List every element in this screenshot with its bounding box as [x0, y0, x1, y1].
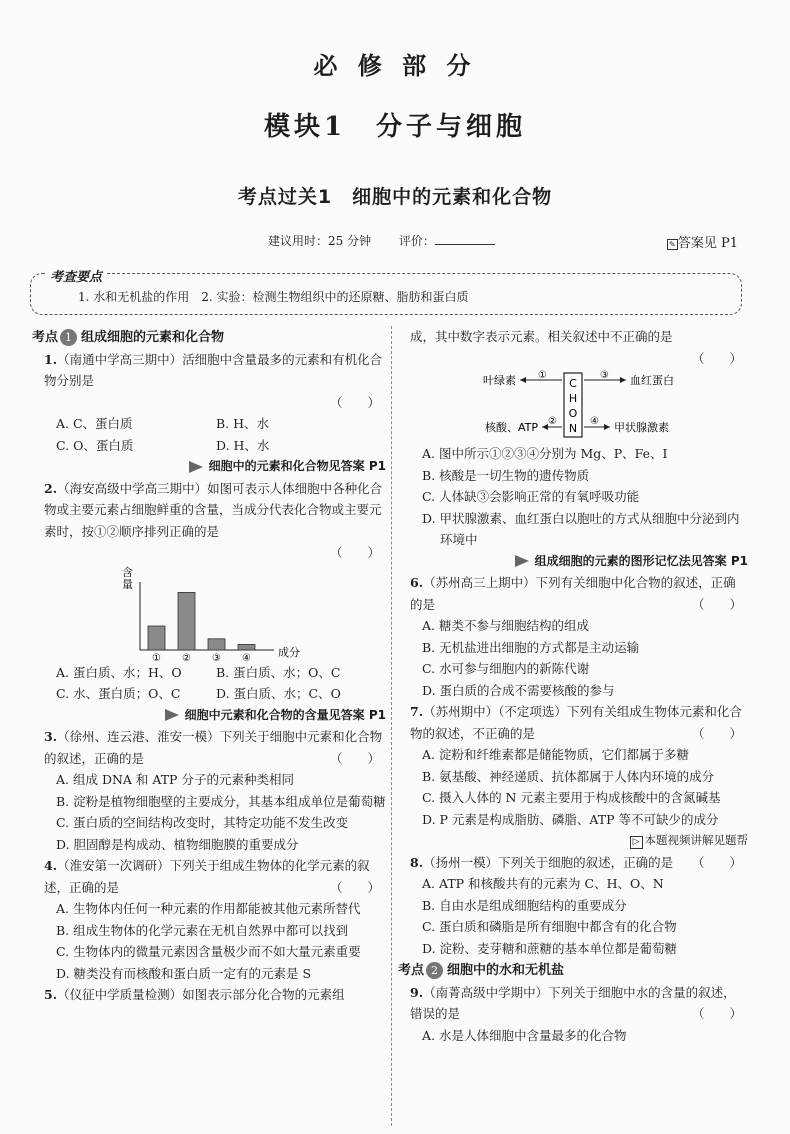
q3-option-b: B. 淀粉是植物细胞壁的主要成分，其基本组成单位是葡萄糖 [56, 793, 386, 809]
question-7: 7.（苏州期中）（不定项选）下列有关组成生物体元素和化合物的叙述，不正确的是 （ ） [410, 704, 742, 741]
module-title: 模块1 分子与细胞 [263, 112, 527, 142]
q7-option-b: B. 氨基酸、神经递质、抗体都属于人体内环境的成分 [422, 768, 715, 784]
bar-4 [238, 644, 255, 650]
arrowhead-1 [520, 377, 526, 383]
q4-option-c: C. 生物体内的微量元素因含量极少而不如大量元素重要 [56, 944, 361, 959]
q8-option-a: A. ATP 和核酸共有的元素为 C、H、O、N [422, 876, 664, 891]
link-3[interactable]: 组成细胞的元素的图形记忆法见答案 P1 [398, 551, 748, 573]
q8-option-d: D. 淀粉、麦芽糖和蔗糖的基本单位都是葡萄糖 [422, 940, 678, 956]
q5-option-d: D. 甲状腺激素、血红蛋白以胞吐的方式从细胞中分泌到内环境中 [422, 510, 740, 547]
bar-1 [148, 626, 165, 650]
section-2-num: 2 [426, 962, 443, 979]
question-5-cont: 成，其中数字表示元素。相关叙述中不正确的是 （ ） [410, 329, 742, 366]
time-eval [268, 232, 495, 249]
q5-option-a: A. 图中所示①②③④分别为 Mg、P、Fe、I [422, 446, 668, 461]
q8-option-c: C. 蛋白质和磷脂是所有细胞中都含有的化合物 [422, 919, 677, 934]
bar-2 [178, 592, 195, 650]
element-h: H [568, 392, 578, 405]
question-9: 9.（南菁高级中学期中）下列关于细胞中水的含量的叙述，错误的是 （ ） [410, 984, 742, 1021]
element-c: C [569, 377, 577, 390]
q1-options-ab: A. C、蛋白质 B. H、水 [56, 416, 270, 431]
tick-label-2: ② [182, 652, 191, 662]
column-divider [391, 326, 392, 1126]
arrowhead-3 [620, 377, 626, 383]
section-1-heading: 考点 1 组成细胞的元素和化合物 [32, 330, 225, 345]
question-5: 5.（仪征中学质量检测）如图表示部分化合物的元素组 [44, 987, 345, 1002]
left-column [32, 326, 386, 1006]
time-label: 建议用时：25 分钟 [268, 234, 372, 248]
q4-option-a: A. 生物体内任何一种元素的作用都能被其他元素所替代 [56, 901, 361, 916]
element-diagram [398, 369, 738, 443]
tick-label-3: ③ [212, 652, 221, 662]
question-8: 8.（扬州一模）下列关于细胞的叙述，正确的是 （ ） [410, 854, 742, 870]
question-1: 1.（南通中学高三期中）活细胞中含量最多的元素和有机化合物分别是 （ ） [44, 351, 383, 410]
eval-label: 评价： [398, 234, 435, 248]
arrowhead-4 [604, 424, 610, 430]
q1-options-cd: C. O、蛋白质 D. H、水 [56, 437, 270, 453]
question-2: 2.（海安高级中学高三期中）如图可表示人体细胞中各种化合物或主要元素占细胞鲜重的含量，当成分代表化合物或主要元素时，按①②顺序排列正确的是 （ ） [44, 480, 383, 560]
q5-option-c: C. 人体缺③会影响正常的有氧呼吸功能 [422, 489, 640, 504]
num-2: ② [548, 416, 557, 427]
q3-option-a: A. 组成 DNA 和 ATP 分子的元素种类相同 [56, 772, 294, 787]
part-title: 必 修 部 分 [313, 51, 477, 80]
link-1[interactable]: 细胞中的元素和化合物见答案 P1 [32, 456, 386, 478]
element-n: N [568, 422, 578, 435]
q7-option-d: D. P 元素是构成脂肪、磷脂、ATP 等不可缺少的成分 [422, 811, 719, 827]
label-thyroxine: 甲状腺激素 [614, 421, 669, 434]
tick-label-4: ④ [242, 652, 251, 662]
num-4: ④ [590, 416, 599, 427]
bar-3 [208, 638, 225, 649]
answer-icon: ✎ [667, 239, 678, 250]
video-link[interactable]: ▷ 本题视频讲解见题帮 [398, 830, 748, 852]
right-column [398, 326, 748, 1046]
requirements-label: 考查要点 [46, 266, 106, 285]
chart-ylabel-2: 量 [122, 577, 133, 591]
question-4: 4.（淮安第一次调研）下列关于组成生物体的化学元素的叙述，正确的是 （ ） [44, 858, 380, 895]
q7-option-a: A. 淀粉和纤维素都是储能物质，它们都属于多糖 [422, 747, 689, 762]
q7-option-c: C. 摄入人体的 N 元素主要用于构成核酸中的含氮碱基 [422, 790, 721, 805]
label-nucleic-atp: 核酸、ATP [484, 421, 538, 434]
video-icon: ▷ [630, 836, 643, 849]
bar-chart [112, 564, 372, 662]
q9-option-a: A. 水是人体细胞中含量最多的化合物 [422, 1027, 627, 1043]
q6-option-a: A. 糖类不参与细胞结构的组成 [422, 618, 589, 633]
q2-options-cd: C. 水、蛋白质；O、C D. 蛋白质、水；C、O [56, 686, 341, 701]
q8-option-b: B. 自由水是组成细胞结构的重要成分 [422, 897, 627, 913]
chart-xlabel: 成分 [278, 645, 300, 659]
q6-option-c: C. 水可参与细胞内的新陈代谢 [422, 661, 590, 676]
label-chlorophyll: 叶绿素 [483, 374, 516, 387]
q3-option-d: D. 胆固醇是构成动、植物细胞膜的重要成分 [56, 836, 299, 852]
element-o: O [568, 407, 578, 420]
requirements-text: 1. 水和无机盐的作用 2. 实验：检测生物组织中的还原糖、脂肪和蛋白质 [78, 290, 469, 304]
num-3: ③ [600, 370, 609, 381]
chart-ylabel-1: 含 [122, 565, 133, 579]
q2-options-ab: A. 蛋白质、水；H、O B. 蛋白质、水；O、C [56, 664, 341, 680]
q6-option-b: B. 无机盐进出细胞的方式都是主动运输 [422, 639, 640, 655]
section-2-heading: 考点 2 细胞中的水和无机盐 [398, 963, 565, 978]
q4-option-b: B. 组成生物体的化学元素在无机自然界中都可以找到 [56, 922, 349, 938]
question-6: 6.（苏州高三上期中）下列有关细胞中化合物的叙述，正确的是 （ ） [410, 575, 742, 612]
question-3: 3.（徐州、连云港、淮安一模）下列关于细胞中元素和化合物的叙述，正确的是 （ ） [44, 729, 383, 766]
checkpoint-title: 考点过关1 细胞中的元素和化合物 [237, 186, 553, 208]
tick-label-1: ① [152, 652, 161, 662]
eval-blank [435, 244, 495, 245]
q5-option-b: B. 核酸是一切生物的遗传物质 [422, 467, 590, 483]
answer-ref: ✎ 答案见 P1 [667, 232, 738, 251]
section-1-num: 1 [60, 329, 77, 346]
label-hemoglobin: 血红蛋白 [630, 374, 674, 387]
q3-option-c: C. 蛋白质的空间结构改变时，其特定功能不发生改变 [56, 815, 349, 830]
q4-option-d: D. 糖类没有而核酸和蛋白质一定有的元素是 S [56, 965, 312, 981]
q6-option-d: D. 蛋白质的合成不需要核酸的参与 [422, 682, 615, 698]
link-2[interactable]: 细胞中元素和化合物的含量见答案 P1 [32, 705, 386, 727]
num-1: ① [538, 370, 547, 381]
